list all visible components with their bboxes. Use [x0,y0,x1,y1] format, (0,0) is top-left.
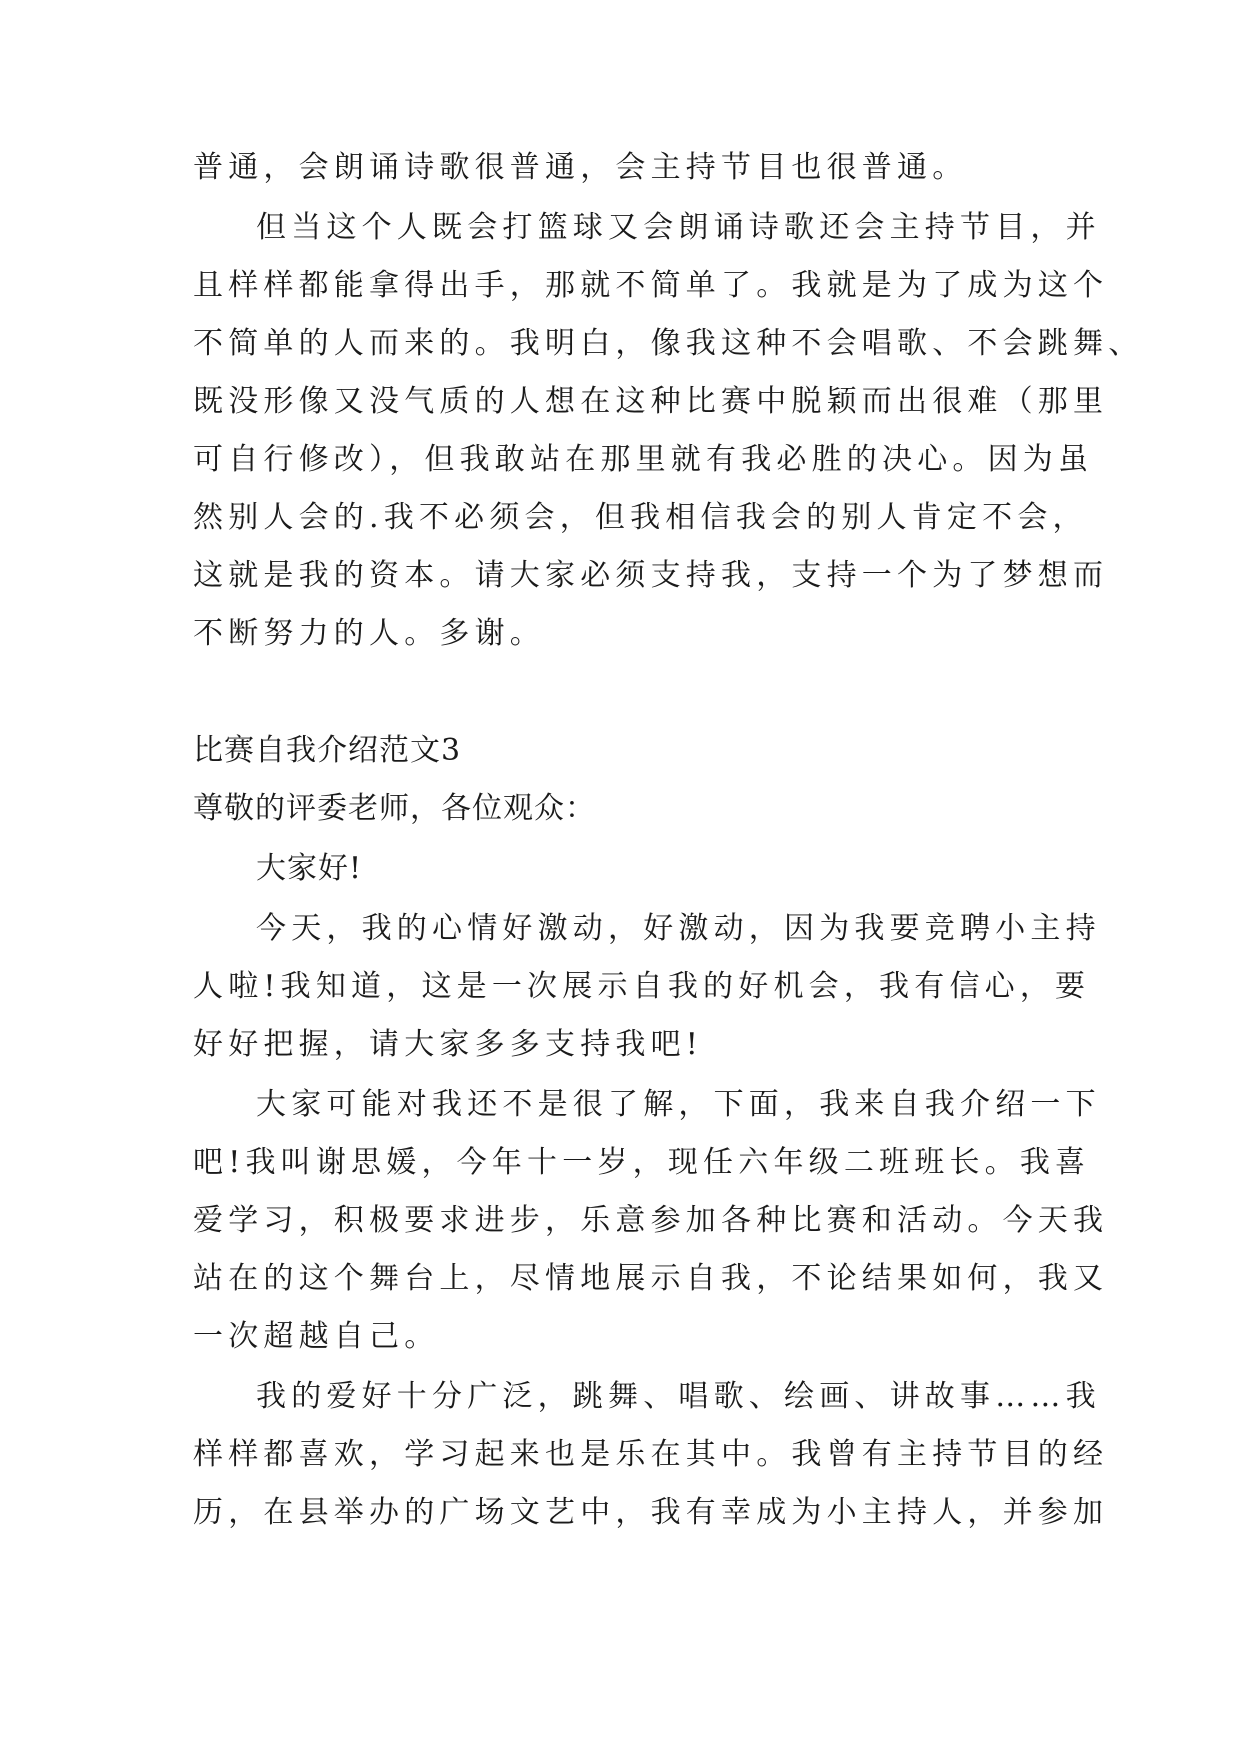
text-line: 历，在县举办的广场文艺中，我有幸成为小主持人，并参加 [193,1495,1109,1530]
text-line: 不简单的人而来的。我明白，像我这种不会唱歌、不会跳舞、 [193,326,1144,361]
text-line: 不断努力的人。多谢。 [193,616,545,651]
paragraph-start-line: 但当这个人既会打篮球又会朗诵诗歌还会主持节目，并 [256,210,1101,245]
paragraph-start-line: 今天，我的心情好激动，好激动，因为我要竞聘小主持 [256,911,1101,946]
paragraph-start-line: 我的爱好十分广泛，跳舞、唱歌、绘画、讲故事……我 [256,1379,1101,1414]
text-line: 吧!我叫谢思媛，今年十一岁，现任六年级二班班长。我喜 [193,1145,1091,1180]
text-line: 好好把握，请大家多多支持我吧! [193,1027,704,1062]
greeting-line: 大家好! [256,851,363,886]
text-line: 且样样都能拿得出手，那就不简单了。我就是为了成为这个 [193,268,1109,303]
text-line: 样样都喜欢，学习起来也是乐在其中。我曾有主持节目的经 [193,1437,1109,1472]
section-heading: 比赛自我介绍范文3 [193,733,462,768]
text-line: 然别人会的.我不必须会，但我相信我会的别人肯定不会， [193,500,1088,535]
text-line: 站在的这个舞台上，尽情地展示自我，不论结果如何，我又 [193,1261,1109,1296]
text-line: 人啦!我知道，这是一次展示自我的好机会，我有信心，要 [193,969,1091,1004]
text-line: 一次超越自己。 [193,1319,440,1354]
text-line: 既没形像又没气质的人想在这种比赛中脱颖而出很难（那里 [193,384,1109,419]
paragraph-start-line: 大家可能对我还不是很了解，下面，我来自我介绍一下 [256,1087,1101,1122]
text-line: 爱学习，积极要求进步，乐意参加各种比赛和活动。今天我 [193,1203,1109,1238]
text-line: 这就是我的资本。请大家必须支持我，支持一个为了梦想而 [193,558,1109,593]
text-line: 普通，会朗诵诗歌很普通，会主持节目也很普通。 [193,150,968,185]
text-line: 可自行修改），但我敢站在那里就有我必胜的决心。因为虽 [193,442,1094,477]
salutation-line: 尊敬的评委老师，各位观众： [193,791,596,826]
